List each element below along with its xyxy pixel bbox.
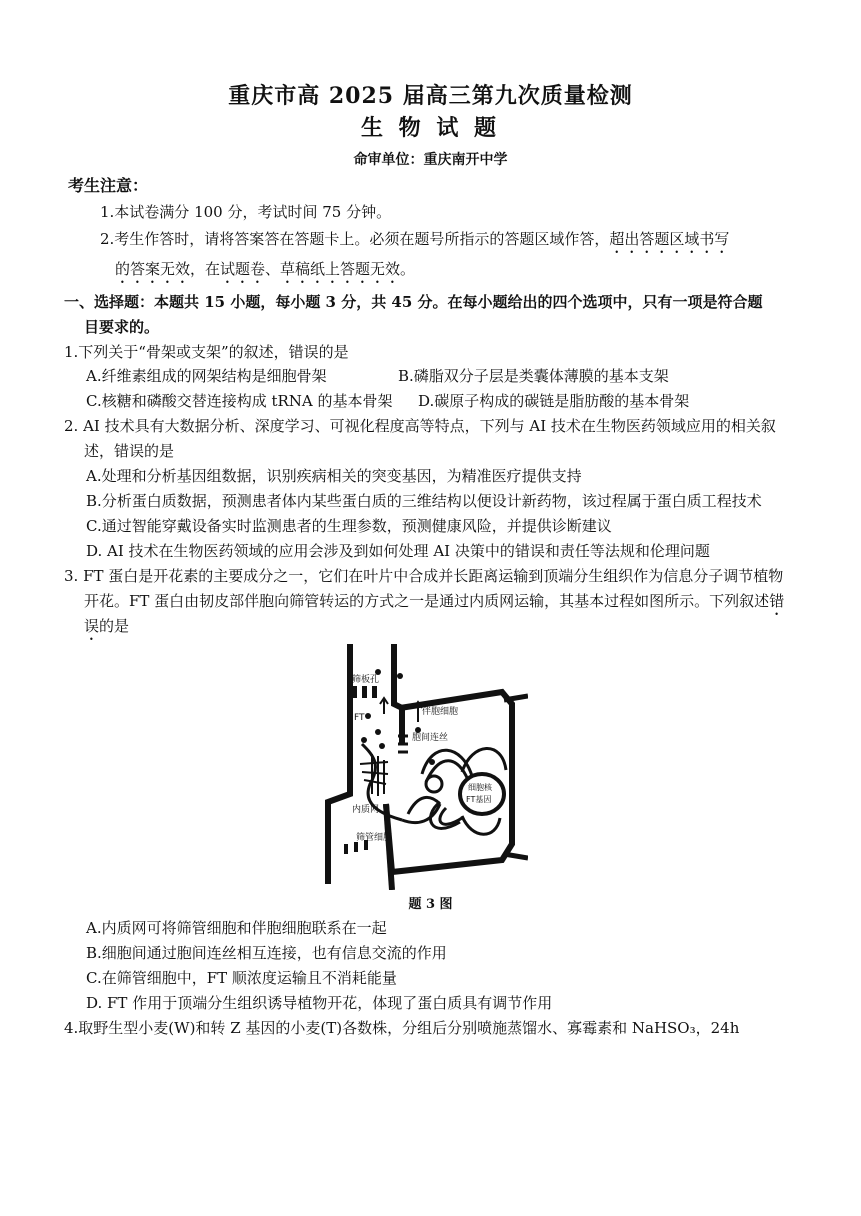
- question-2-stem-line-1: 2. AI 技术具有大数据分析、深度学习、可视化程度高等特点，下列与 AI 技术在生物医药领域应用的相关叙: [64, 417, 776, 435]
- label-ft-gene: FT基因: [466, 795, 492, 804]
- label-sieve-tube-cell: 筛管细胞: [356, 833, 393, 843]
- emphasized-text: 超出答题区域书写: [609, 230, 730, 248]
- notice-item-2-line-1: [100, 229, 729, 257]
- author-unit: 命审单位：重庆南开中学: [353, 152, 508, 168]
- notice-text: ，在: [190, 260, 221, 278]
- question-1-option-d: D.碳原子构成的碳链是脂肪酸的基本骨架: [418, 392, 690, 410]
- question-3-stem-line-1: 3. FT 蛋白是开花素的主要成分之一，它们在叶片中合成并长距离运输到顶端分生组织作为信息分子调节植物: [64, 567, 784, 585]
- question-2-option-a: A.处理和分析基因组数据，识别疾病相关的突变基因，为精准医疗提供支持: [86, 467, 582, 485]
- notice-text: 。: [400, 260, 416, 278]
- notice-item-1: 1.本试卷满分 100 分，考试时间 75 分钟。: [100, 203, 392, 221]
- notice-item-2-line-2: [115, 259, 415, 287]
- question-3-option-b: B.细胞间通过胞间连丝相互连接，也有信息交流的作用: [86, 944, 447, 962]
- label-plasmodesma: 胞间连丝: [412, 733, 449, 743]
- question-3-stem-line-3: [84, 616, 129, 644]
- label-sieve-plate-pore: 筛板孔: [352, 675, 380, 685]
- question-1-option-b: B.磷脂双分子层是类囊体薄膜的基本支架: [398, 367, 669, 385]
- subject-title: 生 物 试 题: [361, 115, 500, 141]
- emphasized-text: 的答案无效: [115, 260, 191, 278]
- question-3-figure: [322, 644, 528, 890]
- label-nucleus: 细胞核: [468, 783, 492, 792]
- section-1-heading-cont: 目要求的。: [84, 318, 160, 336]
- question-3-option-c: C.在筛管细胞中，FT 顺浓度运输且不消耗能量: [86, 969, 397, 987]
- question-3-stem-line-2: [84, 591, 784, 619]
- figure-caption: 题 3 图: [408, 897, 453, 912]
- exam-title: 重庆市高 2025 届高三第九次质量检测: [228, 83, 633, 109]
- notice-text: 2.考生作答时，请将答案答在答题卡上。必须在题号所指示的答题区域作答，: [100, 230, 610, 248]
- label-ft: FT: [354, 713, 365, 723]
- question-4-stem-line-1: 4.取野生型小麦(W)和转 Z 基因的小麦(T)各数株，分组后分别喷施蒸馏水、寡霉素和 NaHSO₃，24h: [64, 1019, 740, 1037]
- question-2-option-b: B.分析蛋白质数据，预测患者体内某些蛋白质的三维结构以便设计新药物，该过程属于蛋白质工程技术: [86, 492, 762, 510]
- question-1-option-c: C.核糖和磷酸交替连接构成 tRNA 的基本骨架: [86, 392, 393, 410]
- label-er: 内质网: [352, 805, 380, 815]
- notice-heading: 考生注意：: [68, 176, 149, 195]
- emphasized-text: 错: [769, 592, 785, 610]
- question-2-stem-line-2: 述，错误的是: [84, 442, 175, 460]
- emphasized-text: 试题卷、草稿纸上答题无效: [220, 260, 401, 278]
- label-companion-cell: 伴胞细胞: [422, 707, 459, 717]
- section-1-heading: 一、选择题：本题共 15 小题，每小题 3 分，共 45 分。在每小题给出的四个选项中，只有一项是符合题: [64, 293, 763, 311]
- question-1-stem: 1.下列关于“骨架或支架”的叙述，错误的是: [64, 343, 349, 361]
- emphasized-text: 误: [84, 617, 100, 635]
- question-3-option-a: A.内质网可将筛管细胞和伴胞细胞联系在一起: [86, 919, 387, 937]
- question-2-option-c: C.通过智能穿戴设备实时监测患者的生理参数，预测健康风险，并提供诊断建议: [86, 517, 612, 535]
- question-1-option-a: A.纤维素组成的网架结构是细胞骨架: [86, 367, 327, 385]
- question-2-option-d: D. AI 技术在生物医药领域的应用会涉及到如何处理 AI 决策中的错误和责任等法规和伦理问题: [86, 542, 710, 560]
- question-text: 开花。FT 蛋白由韧皮部伴胞向筛管转运的方式之一是通过内质网运输，其基本过程如图所示。下列叙述: [84, 592, 770, 610]
- question-3-option-d: D. FT 作用于顶端分生组织诱导植物开花，体现了蛋白质具有调节作用: [86, 994, 553, 1012]
- question-text: 的是: [99, 617, 130, 635]
